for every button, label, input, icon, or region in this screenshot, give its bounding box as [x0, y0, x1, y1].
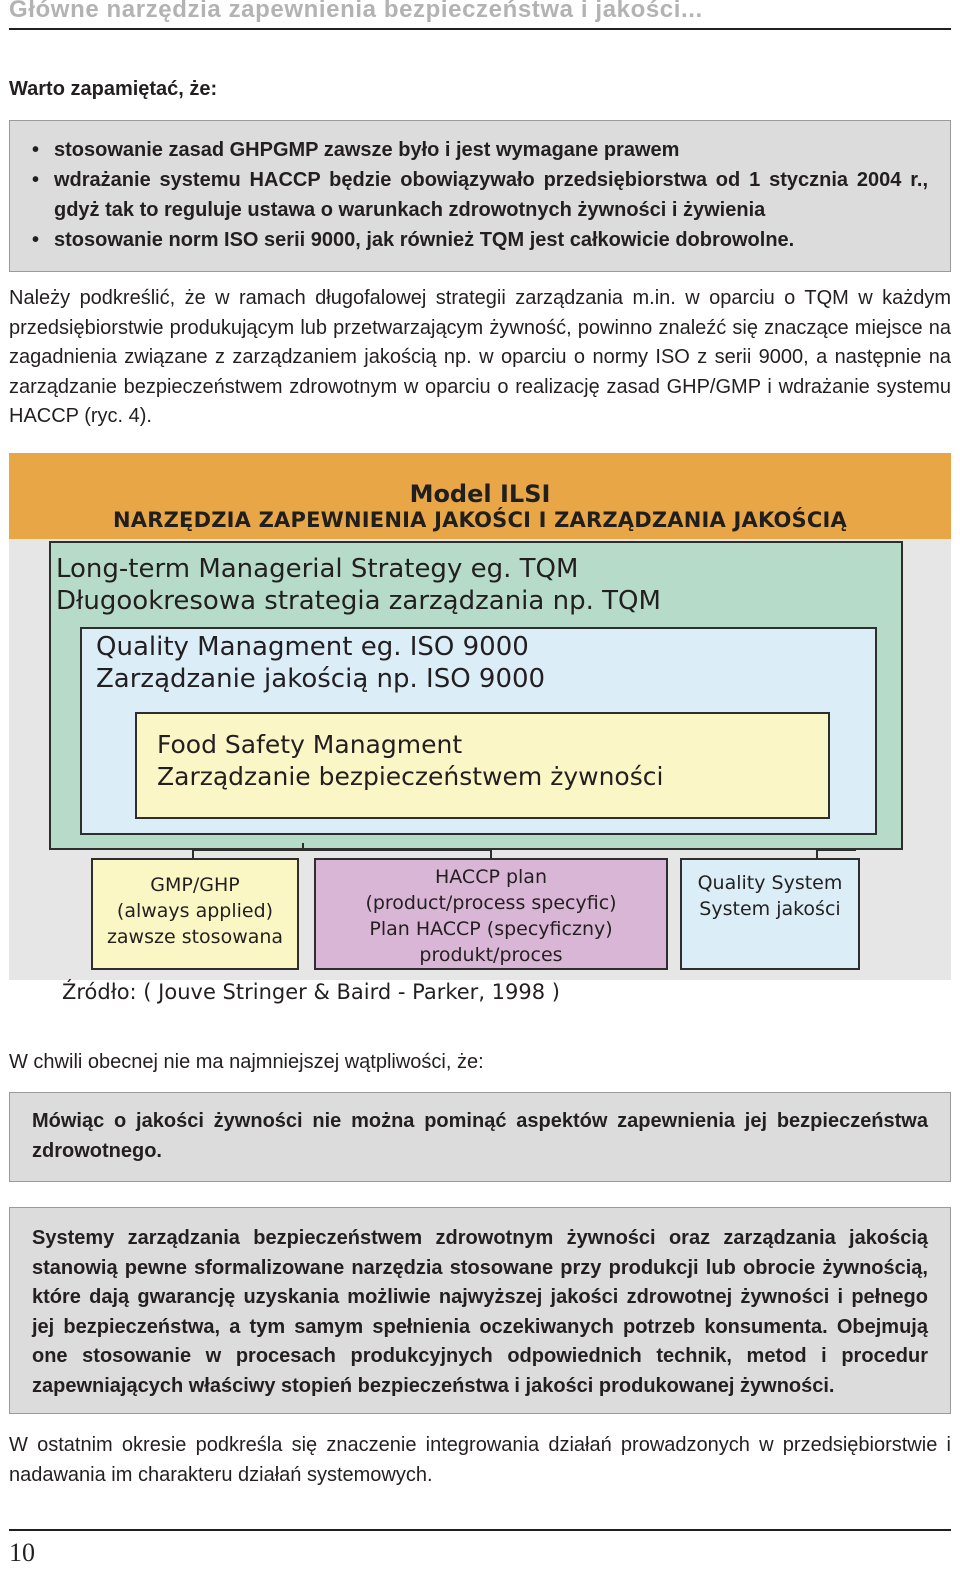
ilsi-model-diagram	[9, 453, 951, 980]
bullet-list	[10, 121, 950, 255]
tqm-strategy-label	[56, 553, 661, 617]
tqm-label-en: Long-term Managerial Strategy eg. TQM	[56, 554, 579, 584]
gmp-line: (always applied)	[116, 900, 274, 922]
highlight-text-2: Systemy zarządzania bezpieczeństwem zdrowotnym żywności oraz zarządzania jakością stanowią pewne sformalizowane narzędzia stosowane przy produkcji lub obrocie żywnością, które dają gwarancję uzyskania możliwie najwyższej jakości zdrowotnej żywności i pełnego jej bezpieczeństwa, a tym samym spełnienia oczekiwanych potrzeb konsumenta. Obejmują one stosowanie w procesach produkcyjnych odpowiednich technik, metod i procedur zapewniających właściwy stopień bezpieczeństwa i jakości produkowanej żywności.	[32, 1227, 928, 1397]
gmp-line: GMP/GHP	[150, 874, 240, 896]
diagram-title: Model ILSI	[409, 480, 551, 508]
diagram-source: Źródło: ( Jouve Stringer & Baird - Parker, 1998 )	[62, 980, 560, 1004]
haccp-line: Plan HACCP (specyficzny)	[369, 918, 613, 940]
footer-rule	[9, 1529, 951, 1531]
body-paragraph-3: W ostatnim okresie podkreśla się znaczenie integrowania działań prowadzonych w przedsiębiorstwie i nadawania im charakteru działań systemowych.	[9, 1434, 951, 1486]
haccp-line: (product/process specyfic)	[365, 892, 617, 914]
quality-management-box	[80, 627, 877, 835]
section-heading: Warto zapamiętać, że:	[9, 78, 218, 100]
food-safety-box	[135, 712, 830, 819]
page-number: 10	[9, 1538, 35, 1567]
quality-system-line: Quality System	[697, 872, 843, 894]
quality-system-line: System jakości	[699, 898, 841, 920]
iso-label-en: Quality Managment eg. ISO 9000	[96, 632, 529, 662]
highlight-box-2	[9, 1207, 951, 1414]
bullet-item: • stosowanie zasad GHPGMP zawsze było i jest wymagane prawem	[32, 135, 928, 165]
highlight-box-1	[9, 1092, 951, 1182]
body-paragraph-2: W chwili obecnej nie ma najmniejszej wątpliwości, że:	[9, 1051, 484, 1073]
gmp-line: zawsze stosowana	[106, 926, 284, 948]
haccp-line: HACCP plan	[434, 866, 547, 888]
highlight-text-1: Mówiąc o jakości żywności nie można pominąć aspektów zapewnienia jej bezpieczeństwa zdrowotnego.	[32, 1110, 928, 1162]
body-paragraph-1: Należy podkreślić, że w ramach długofalowej strategii zarządzania m.in. w oparciu o TQM w każdym przedsiębiorstwie produkującym lub przetwarzającym żywność, powinno znaleźć się znaczące miejsce na zagadnienia związane z zarządzaniem jakością np. w oparciu o normy ISO z serii 9000, a następnie na zarządzanie bezpieczeństwem zdrowotnym w oparciu o realizację zasad GHP/GMP i wdrażanie systemu HACCP (ryc. 4).	[9, 287, 951, 427]
food-safety-label-en: Food Safety Managment	[157, 730, 463, 759]
food-safety-label	[157, 729, 663, 793]
haccp-plan-box	[314, 858, 668, 970]
running-header	[9, 0, 951, 30]
gmp-ghp-box	[91, 858, 299, 970]
tqm-strategy-box	[49, 541, 903, 850]
food-safety-label-pl: Zarządzanie bezpieczeństwem żywności	[157, 762, 664, 791]
header-title: Główne narzędzia zapewnienia bezpieczeństwa i jakości...	[9, 0, 703, 23]
bullet-item: • wdrażanie systemu HACCP będzie obowiązywało przedsiębiorstwa od 1 stycznia 2004 r., gdyż tak to reguluje ustawa o warunkach zdrowotnych żywności i żywienia	[32, 165, 928, 225]
key-points-box	[9, 120, 951, 272]
haccp-line: produkt/proces	[419, 944, 563, 966]
quality-management-label	[96, 631, 545, 695]
tqm-label-pl: Długookresowa strategia zarządzania np. TQM	[56, 586, 661, 616]
diagram-subtitle: NARZĘDZIA ZAPEWNIENIA JAKOŚCI I ZARZĄDZANIA JAKOŚCIĄ	[113, 508, 847, 532]
bullet-item: • stosowanie norm ISO serii 9000, jak również TQM jest całkowicie dobrowolne.	[32, 225, 928, 255]
quality-system-box	[680, 858, 860, 970]
diagram-header	[9, 453, 951, 539]
iso-label-pl: Zarządzanie jakością np. ISO 9000	[96, 664, 546, 694]
